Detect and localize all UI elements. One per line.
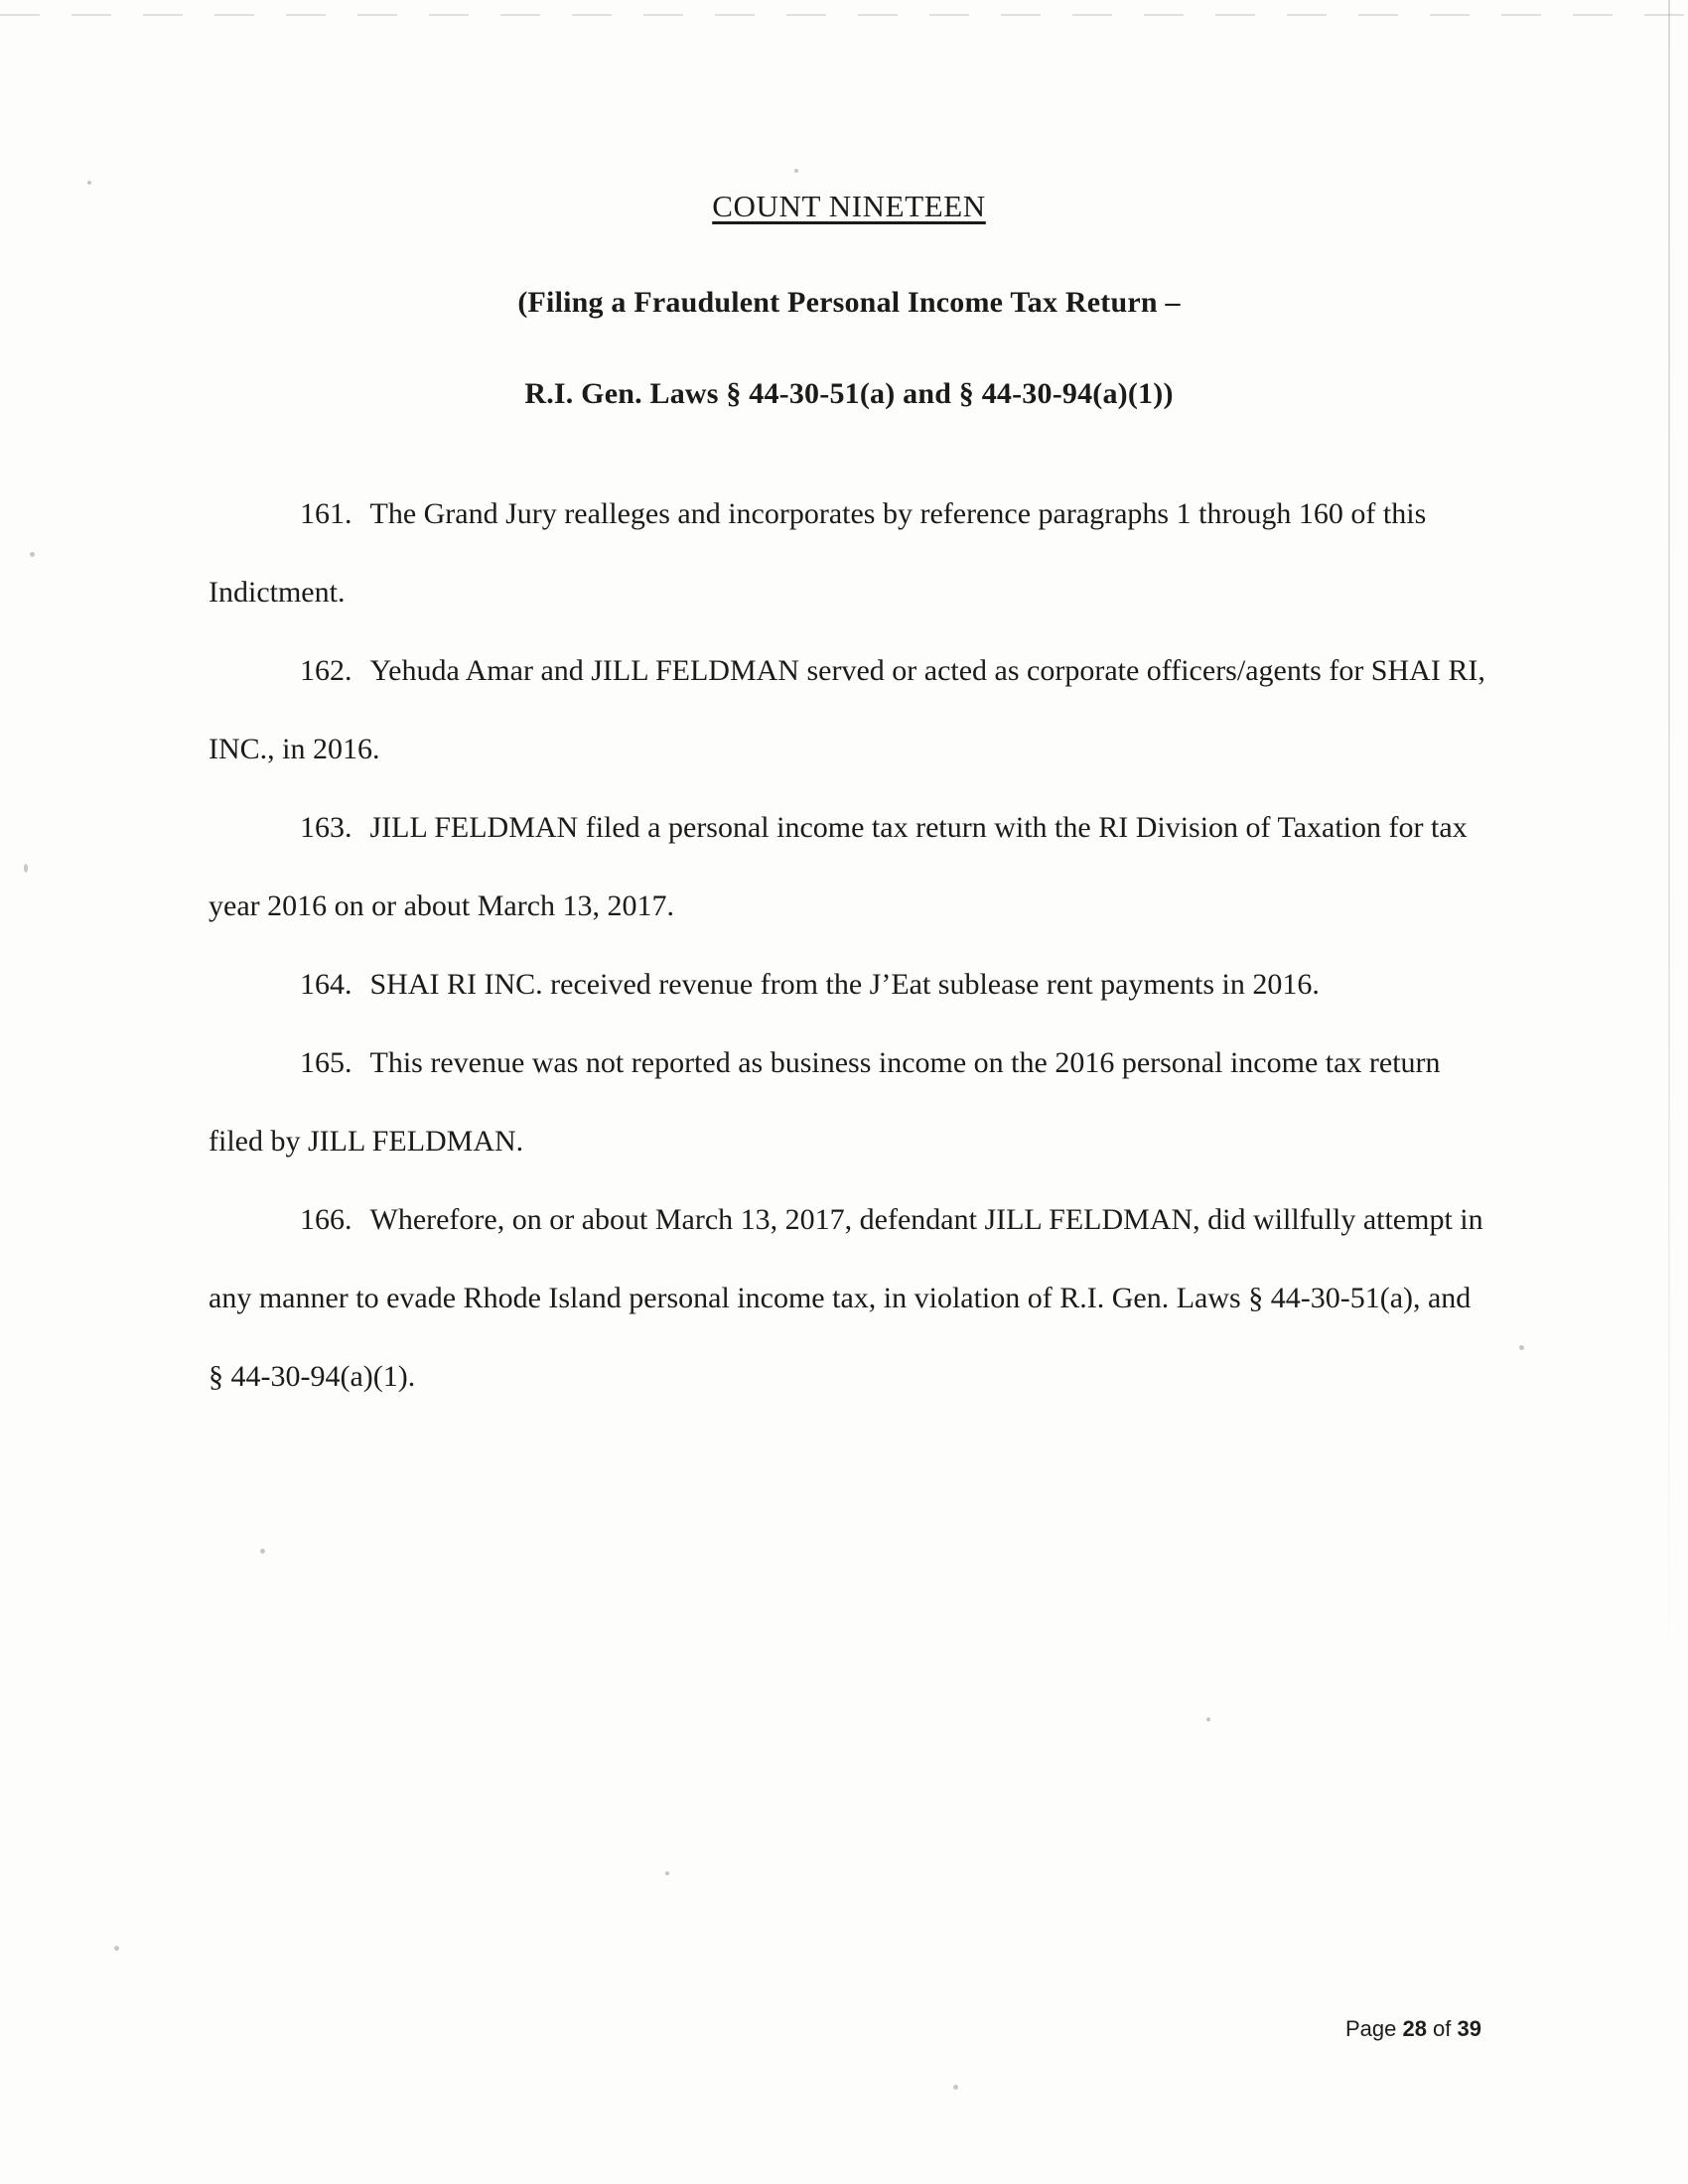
paragraph-text: The Grand Jury realleges and incorporates by reference paragraphs 1 through 160 of this Indictment. — [209, 497, 1427, 609]
scan-speck — [24, 864, 28, 873]
scan-speck — [260, 1549, 265, 1554]
paragraph-162 — [209, 631, 1489, 788]
scan-speck — [1206, 1717, 1210, 1721]
scan-speck — [114, 1946, 119, 1951]
paragraph-number: 166. — [300, 1203, 352, 1236]
paragraph-161 — [209, 475, 1489, 631]
scan-edge-artifact-top — [0, 14, 1688, 16]
paragraph-164 — [209, 945, 1489, 1024]
scan-speck — [794, 169, 798, 173]
scan-speck — [665, 1871, 669, 1875]
scan-edge-artifact-right — [1668, 0, 1670, 2184]
paragraph-text: JILL FELDMAN filed a personal income tax return with the RI Division of Taxation for tax year 2016 on or about March 13, 2017. — [209, 811, 1468, 922]
scan-speck — [1519, 1345, 1524, 1350]
paragraph-text: SHAI RI INC. received revenue from the J’Eat sublease rent payments in 2016. — [369, 968, 1320, 1001]
paragraph-number: 165. — [300, 1046, 352, 1079]
paragraph-165 — [209, 1024, 1489, 1180]
page-number-footer — [1345, 2016, 1481, 2042]
paragraph-text: This revenue was not reported as business income on the 2016 personal income tax return filed by JILL FELDMAN. — [209, 1046, 1441, 1158]
count-subtitle-line-2: R.I. Gen. Laws § 44-30-51(a) and § 44-30-94(a)(1)) — [524, 377, 1174, 410]
paragraph-number: 163. — [300, 811, 352, 844]
paragraph-163 — [209, 788, 1489, 945]
count-subtitle-line-1: (Filing a Fraudulent Personal Income Tax Return – — [517, 286, 1181, 319]
page-footer-current: 28 — [1402, 2016, 1427, 2041]
count-heading: COUNT NINETEEN — [712, 189, 986, 223]
page-footer-middle: of — [1426, 2016, 1458, 2041]
scan-speck — [30, 552, 35, 557]
paragraph-text: Yehuda Amar and JILL FELDMAN served or acted as corporate officers/agents for SHAI RI, INC., in 2016. — [209, 654, 1485, 765]
paragraph-number: 161. — [300, 497, 352, 530]
scan-speck — [87, 181, 91, 185]
paragraph-number: 164. — [300, 968, 352, 1001]
paragraph-166 — [209, 1180, 1489, 1416]
scan-speck — [953, 2085, 958, 2090]
paragraph-text: Wherefore, on or about March 13, 2017, defendant JILL FELDMAN, did willfully attempt in any manner to evade Rhode Island personal income tax, in violation of R.I. Gen. Laws § 44-30-51(a), and § 44-30-94(a)(1). — [209, 1203, 1483, 1393]
page-footer-total: 39 — [1457, 2016, 1481, 2041]
document-text-body — [209, 189, 1489, 1416]
paragraph-number: 162. — [300, 654, 352, 687]
page-footer-prefix: Page — [1344, 2016, 1403, 2041]
